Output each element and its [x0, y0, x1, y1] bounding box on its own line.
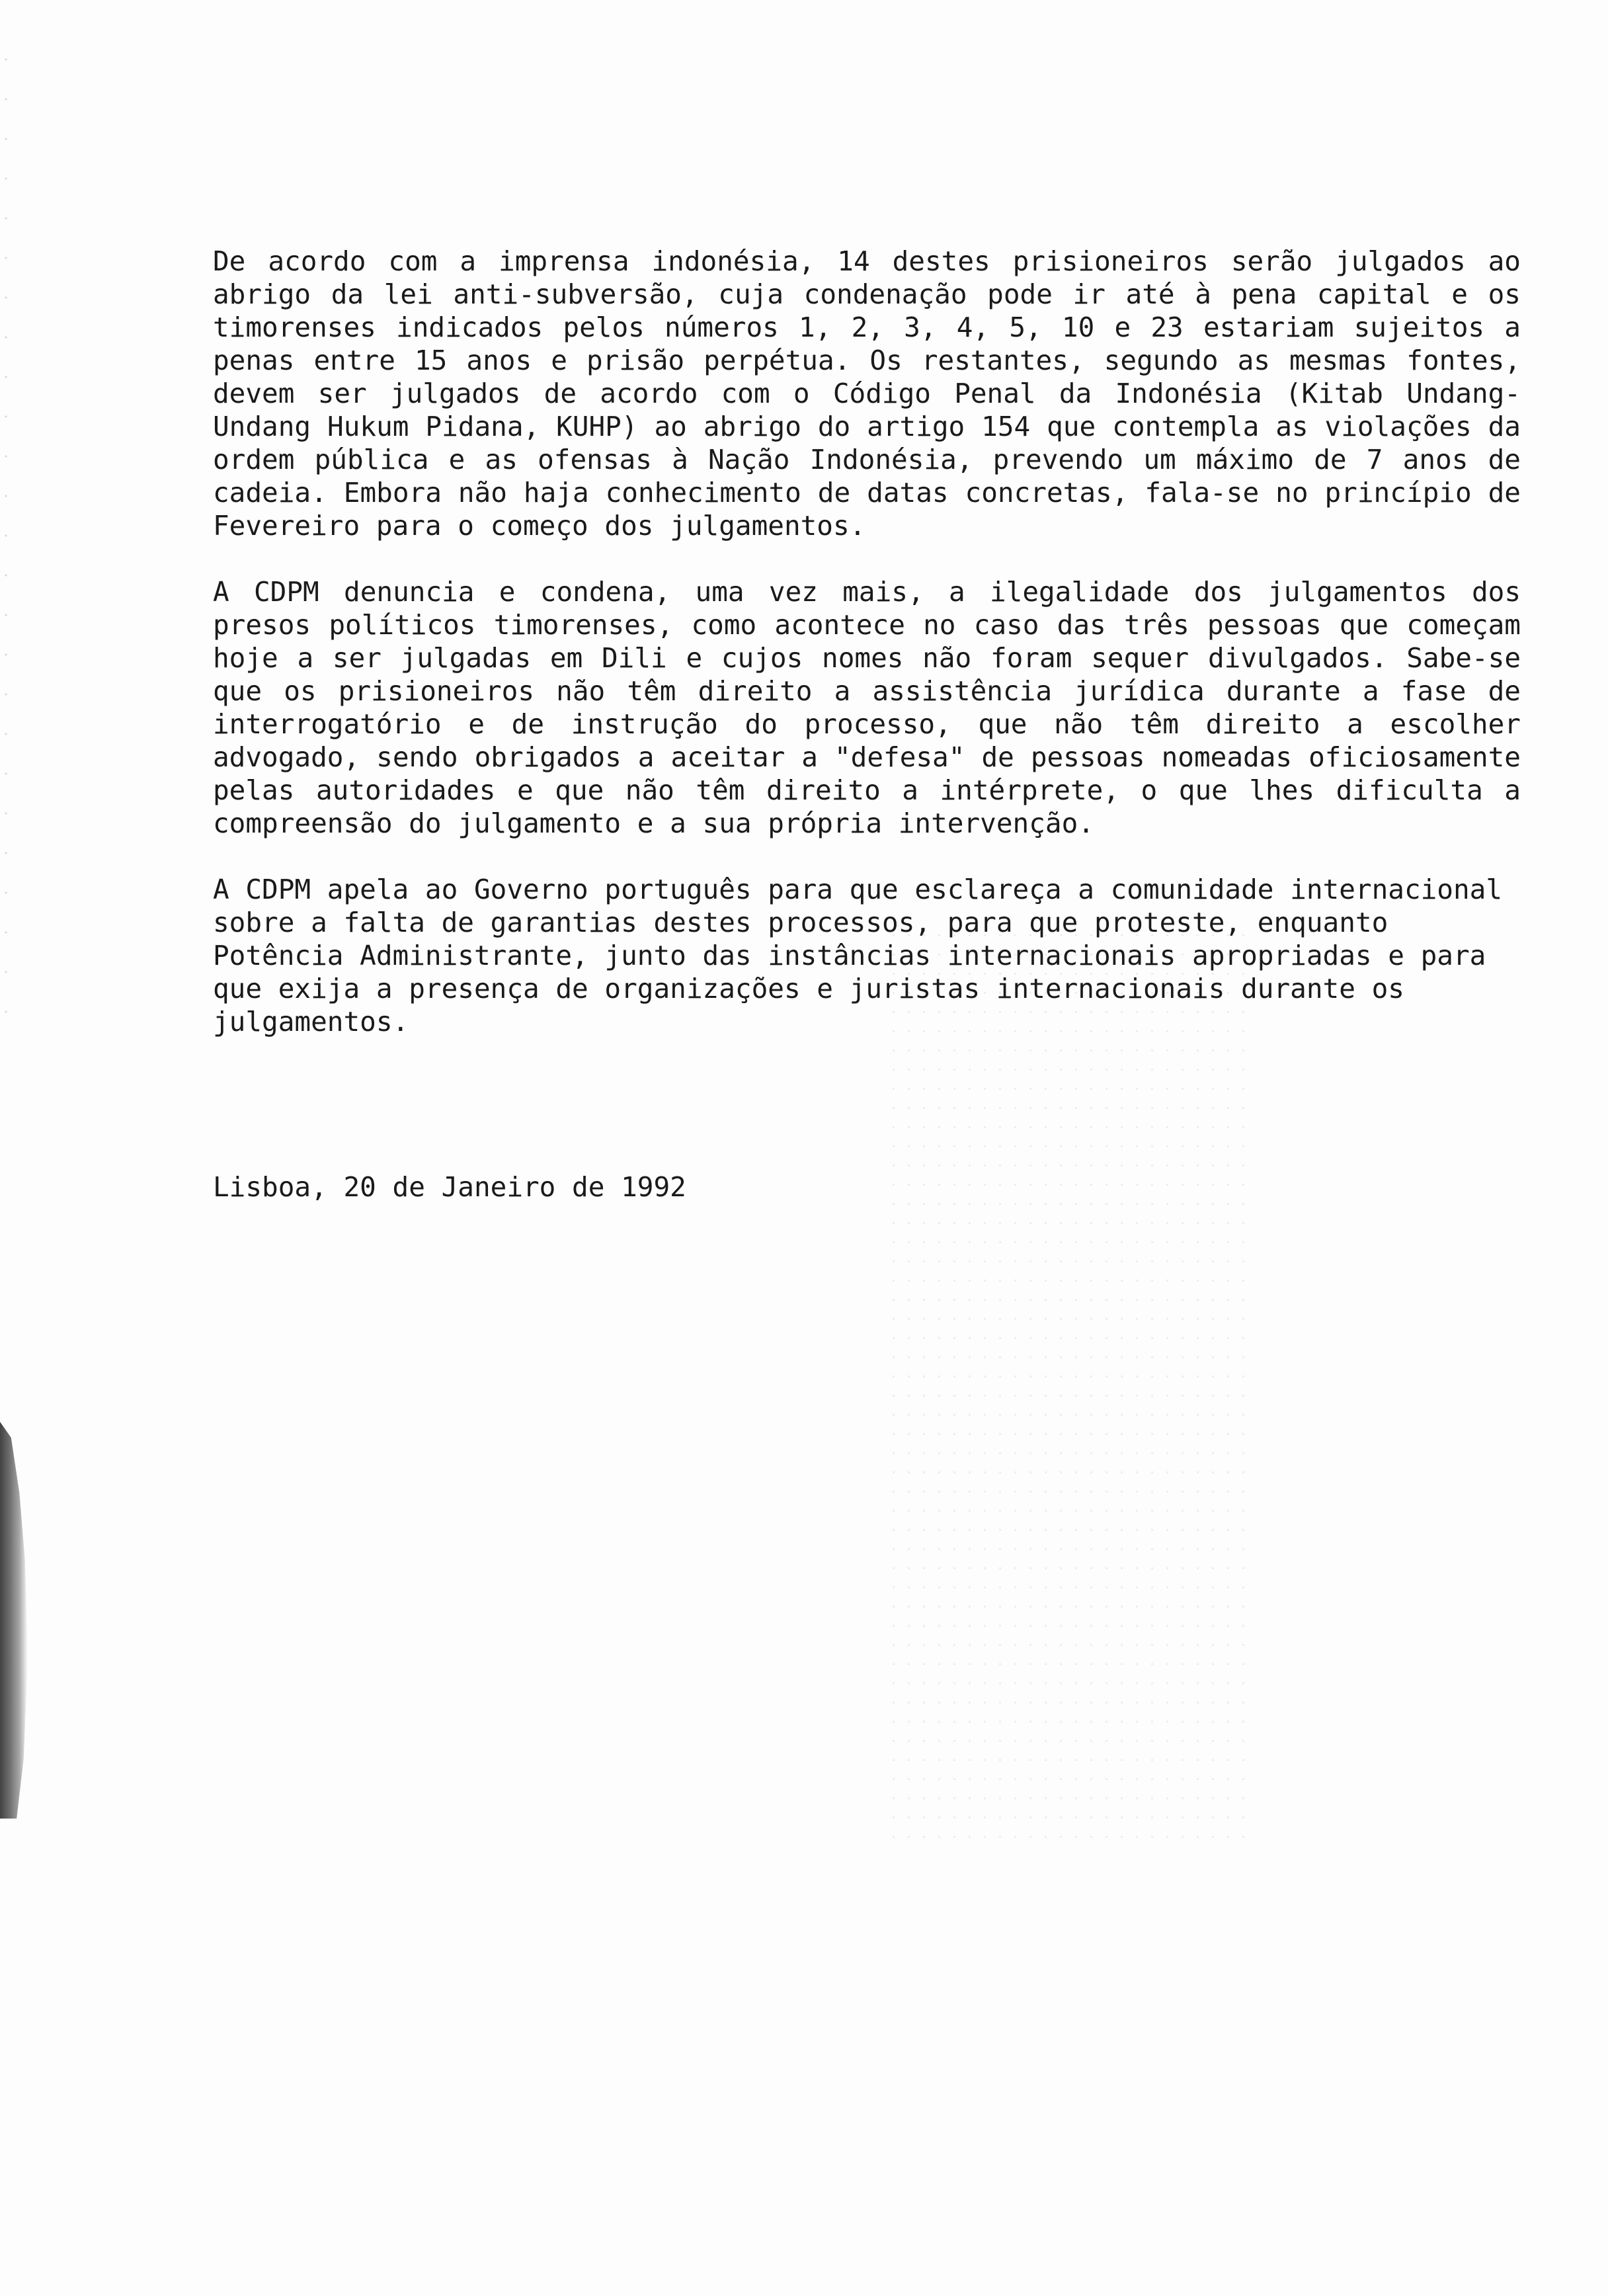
paragraph-trials-info: De acordo com a imprensa indonésia, 14 destes prisioneiros serão julgados ao abrigo da lei anti-subversão, cuja condenação pode ir até à pena capital e os timorenses indicados pelos números 1, 2, 3, 4, 5, 10 e 23 estariam sujeitos a penas entre 15 anos e prisão perpétua. Os restantes, segundo as mesmas fontes, devem ser julgados de acordo com o Código Penal da Indonésia (Kitab Undang-Undang Hukum Pidana, KUHP) ao abrigo do artigo 154 que contempla as violações da ordem pública e as ofensas à Nação Indonésia, prevendo um máximo de 7 anos de cadeia. Embora não haja conhecimento de datas concretas, fala-se no princípio de Fevereiro para o começo dos julgamentos.	[213, 245, 1521, 542]
document-body	[213, 245, 1521, 1204]
scan-edge-mark	[0, 1422, 28, 1819]
paragraph-cdpm-denounces: A CDPM denuncia e condena, uma vez mais, a ilegalidade dos julgamentos dos presos políticos timorenses, como acontece no caso das três pessoas que começam hoje a ser julgadas em Dili e cujos nomes não foram sequer divulgados. Sabe-se que os prisioneiros não têm direito a assistência jurídica durante a fase de interrogatório e de instrução do processo, que não têm direito a escolher advogado, sendo obrigados a aceitar a "defesa" de pessoas nomeadas oficiosamente pelas autoridades e que não têm direito a intérprete, o que lhes dificulta a compreensão do julgamento e a sua própria intervenção.	[213, 576, 1521, 839]
scan-edge-dots	[3, 40, 9, 1032]
paragraph-cdpm-appeal: A CDPM apela ao Governo português para que esclareça a comunidade internacional sobre a falta de garantias destes processos, para que proteste, enquanto Potência Administrante, junto das instâncias internacionais apropriadas e para que exija a presença de organizações e juristas internacionais durante os julgamentos.	[213, 874, 1503, 1038]
spacer	[213, 1071, 1521, 1170]
place-date-signoff: Lisboa, 20 de Janeiro de 1992	[213, 1171, 686, 1203]
